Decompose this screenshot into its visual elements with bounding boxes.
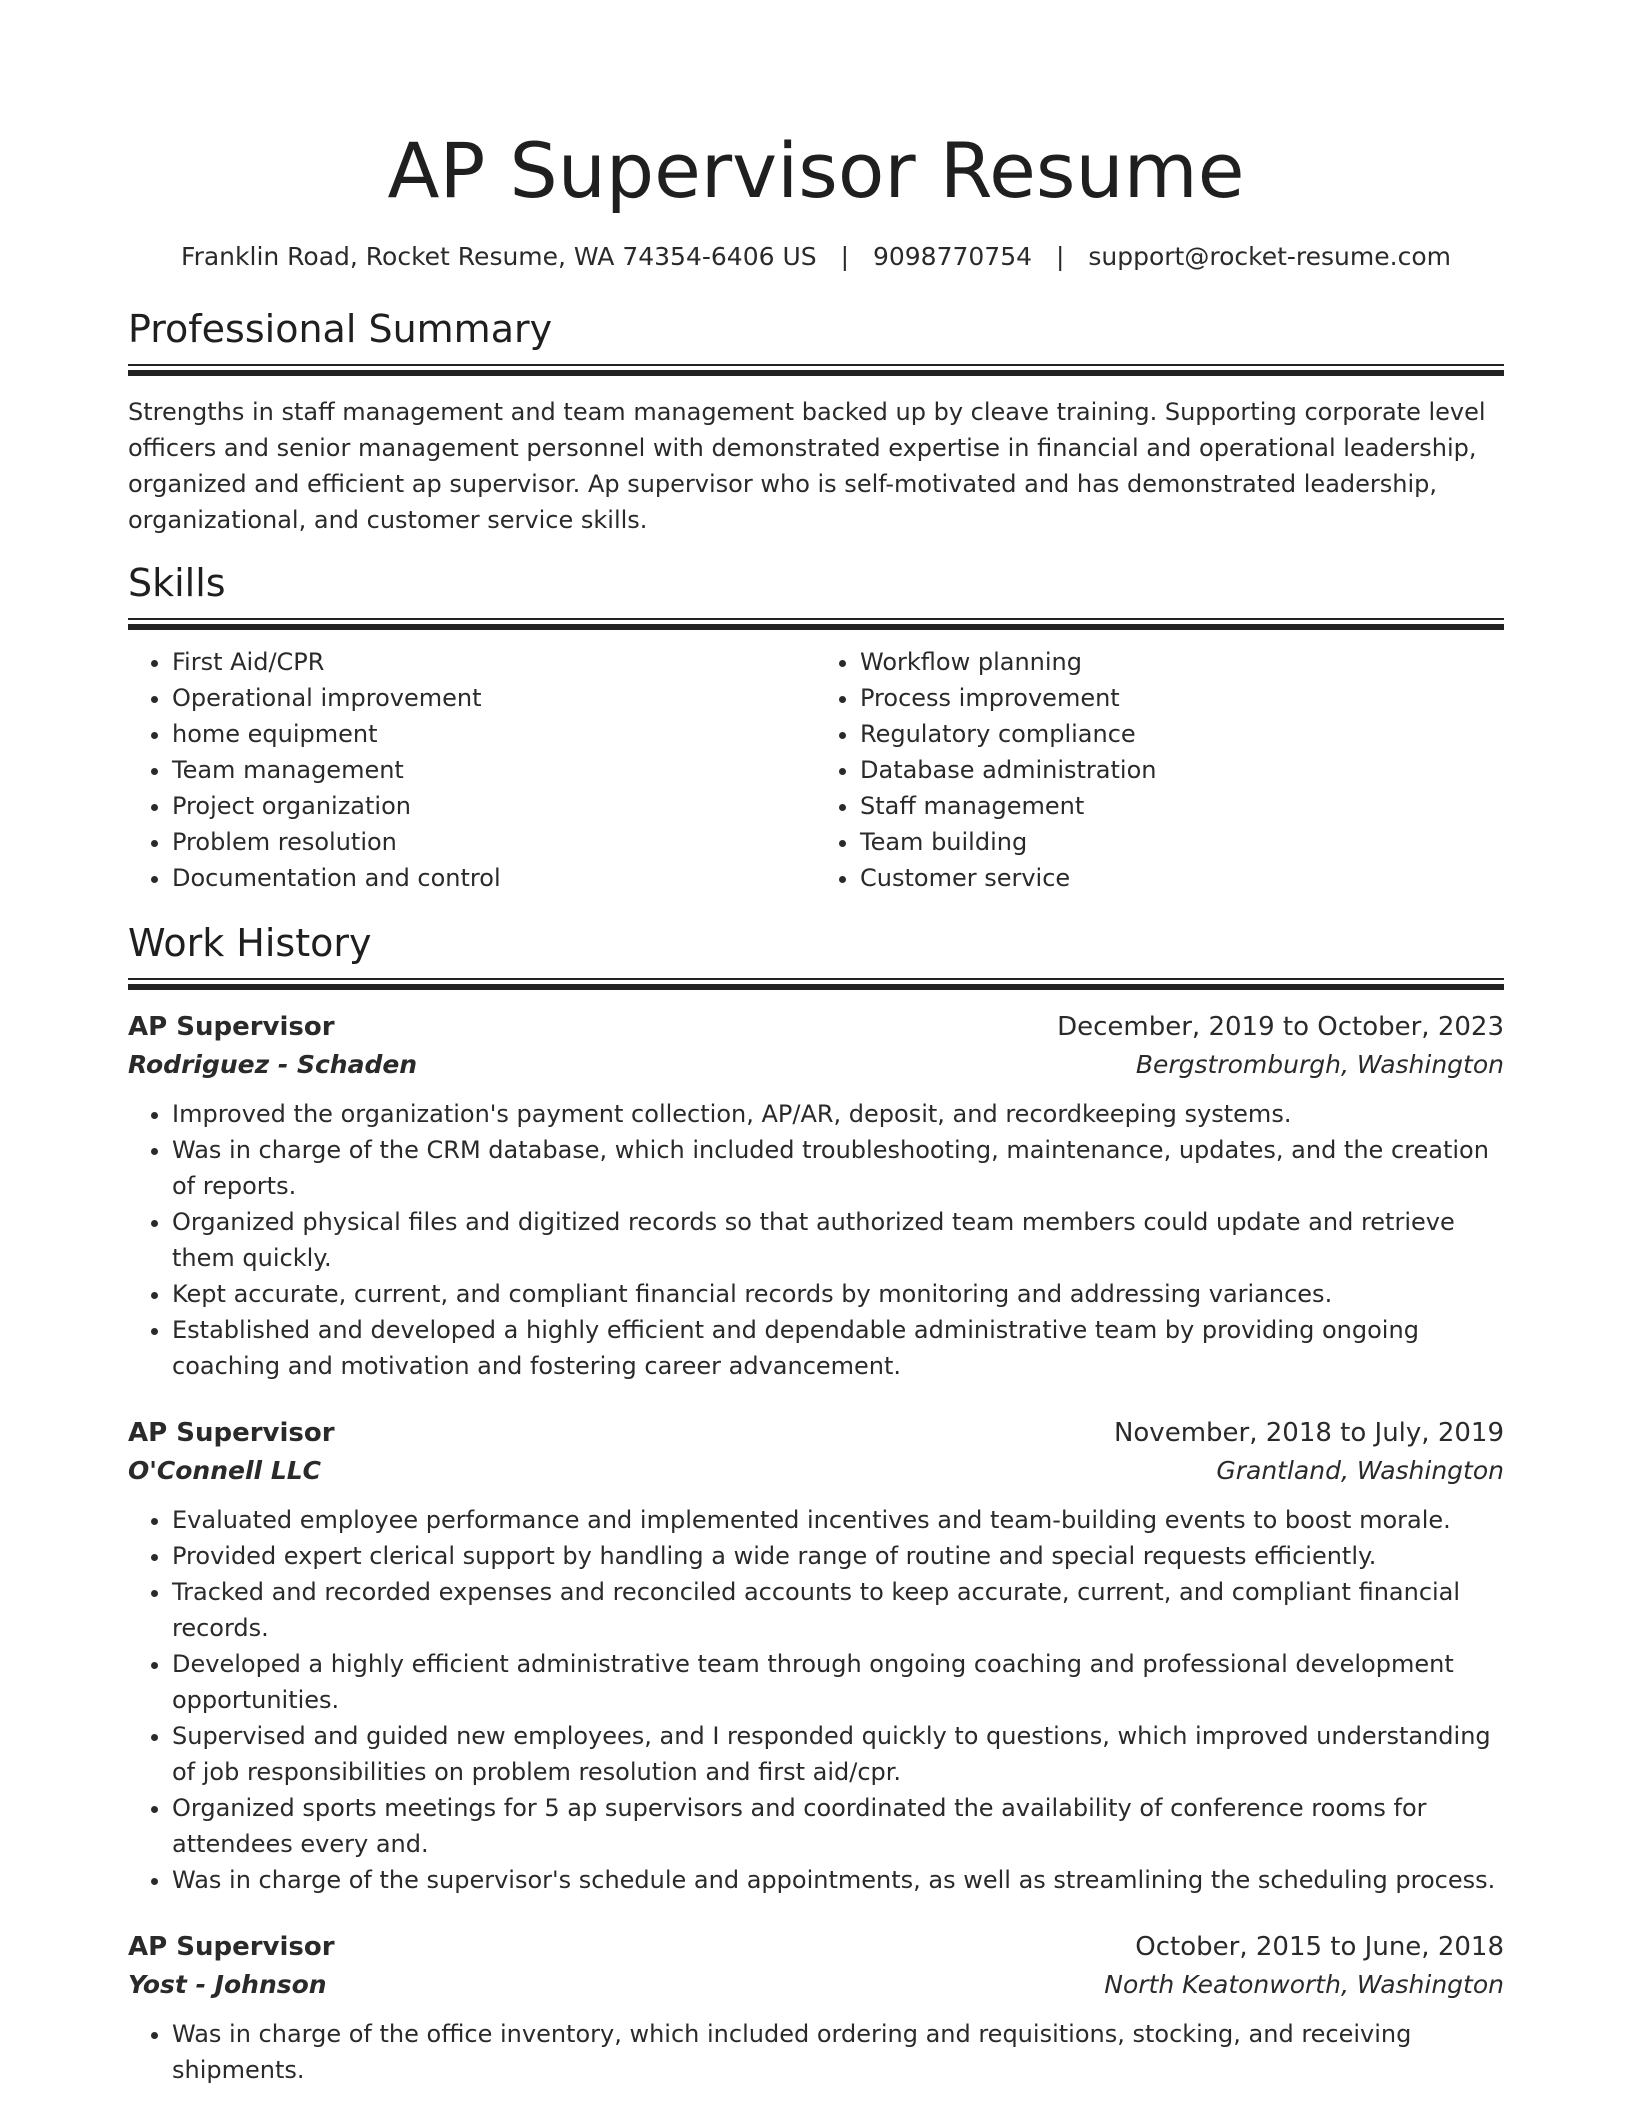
skill-item: • Workflow planning — [860, 644, 1504, 680]
job-title: AP Supervisor — [128, 1932, 335, 1962]
job-bullet: • Provided expert clerical support by handling a wide range of routine and special requests efficiently. — [172, 1538, 1504, 1574]
contact-line — [128, 240, 1504, 274]
skill-item: • home equipment — [172, 716, 816, 752]
job-header-row — [128, 1008, 1504, 1046]
job-company-row — [128, 1452, 1504, 1490]
job-company-row — [128, 1046, 1504, 1084]
job-header-row — [128, 1414, 1504, 1452]
job-bullet: • Developed a highly efficient administrative team through ongoing coaching and professional development opportunities. — [172, 1646, 1504, 1718]
job-location: North Keatonworth, Washington — [1104, 1970, 1504, 1999]
skill-item: • Staff management — [860, 788, 1504, 824]
job-bullet: • Organized physical files and digitized records so that authorized team members could update and retrieve them quickly. — [172, 1204, 1504, 1276]
job-bullet: • Organized sports meetings for 5 ap supervisors and coordinated the availability of conference rooms for attendees every and. — [172, 1790, 1504, 1862]
contact-separator: | — [840, 242, 850, 271]
job-title: AP Supervisor — [128, 1418, 335, 1448]
skill-item: • Project organization — [172, 788, 816, 824]
job-bullet: • Was in charge of the CRM database, which included troubleshooting, maintenance, updates, and the creation of reports. — [172, 1132, 1504, 1204]
job-bullets — [128, 2016, 1504, 2088]
skill-item: • Team building — [860, 824, 1504, 860]
job-location: Grantland, Washington — [1216, 1456, 1504, 1485]
summary-section — [128, 304, 1504, 538]
work-heading: Work History — [128, 921, 372, 965]
section-divider — [128, 978, 1504, 990]
job-title: AP Supervisor — [128, 1012, 335, 1042]
skill-item: • First Aid/CPR — [172, 644, 816, 680]
skills-left-list — [128, 644, 816, 896]
job-company: O'Connell LLC — [128, 1456, 322, 1485]
section-divider — [128, 618, 1504, 630]
skill-item: • Database administration — [860, 752, 1504, 788]
job-dates: October, 2015 to June, 2018 — [1135, 1932, 1504, 1962]
skills-right-list — [816, 644, 1504, 896]
skill-item: • Operational improvement — [172, 680, 816, 716]
skill-item: • Documentation and control — [172, 860, 816, 896]
skill-item: • Problem resolution — [172, 824, 816, 860]
job-company: Rodriguez - Schaden — [128, 1050, 418, 1079]
job-company-row — [128, 1966, 1504, 2004]
job-header-row — [128, 1928, 1504, 1966]
work-section — [128, 918, 1504, 2088]
job-bullet: • Tracked and recorded expenses and reconciled accounts to keep accurate, current, and compliant financial records. — [172, 1574, 1504, 1646]
job-location: Bergstromburgh, Washington — [1135, 1050, 1504, 1079]
section-divider — [128, 364, 1504, 376]
skills-section — [128, 558, 1504, 896]
contact-address: Franklin Road, Rocket Resume, WA 74354-6406 US — [181, 242, 817, 271]
job-company: Yost - Johnson — [128, 1970, 327, 1999]
summary-heading: Professional Summary — [128, 307, 553, 351]
job-entry — [128, 1928, 1504, 2088]
job-bullet: • Established and developed a highly efficient and dependable administrative team by providing ongoing coaching and motivation and fostering career advancement. — [172, 1312, 1504, 1384]
job-bullet: • Evaluated employee performance and implemented incentives and team-building events to boost morale. — [172, 1502, 1504, 1538]
job-bullets — [128, 1502, 1504, 1898]
job-dates: December, 2019 to October, 2023 — [1057, 1012, 1504, 1042]
skill-item: • Regulatory compliance — [860, 716, 1504, 752]
job-entry — [128, 1414, 1504, 1898]
skills-heading: Skills — [128, 561, 226, 605]
contact-separator: | — [1055, 242, 1065, 271]
job-entry — [128, 1008, 1504, 1384]
contact-email: support@rocket-resume.com — [1088, 242, 1451, 271]
contact-phone: 9098770754 — [872, 242, 1033, 271]
skill-item: • Customer service — [860, 860, 1504, 896]
job-bullet: • Was in charge of the office inventory, which included ordering and requisitions, stocking, and receiving shipments. — [172, 2016, 1504, 2088]
job-bullet: • Improved the organization's payment collection, AP/AR, deposit, and recordkeeping systems. — [172, 1096, 1504, 1132]
job-bullets — [128, 1096, 1504, 1384]
job-dates: November, 2018 to July, 2019 — [1113, 1418, 1504, 1448]
job-bullet: • Supervised and guided new employees, and I responded quickly to questions, which improved understanding of job responsibilities on problem resolution and first aid/cpr. — [172, 1718, 1504, 1790]
skill-item: • Process improvement — [860, 680, 1504, 716]
job-bullet: • Kept accurate, current, and compliant financial records by monitoring and addressing variances. — [172, 1276, 1504, 1312]
resume-title: AP Supervisor Resume — [387, 126, 1245, 215]
skills-columns — [128, 644, 1504, 896]
skill-item: • Team management — [172, 752, 816, 788]
job-bullet: • Was in charge of the supervisor's schedule and appointments, as well as streamlining the scheduling process. — [172, 1862, 1504, 1898]
summary-text: Strengths in staff management and team management backed up by cleave training. Supporting corporate level officers and senior management personnel with demonstrated expertise in financial and operational leadership, organized and efficient ap supervisor. Ap supervisor who is self-motivated and has demonstrated leadership, organizational, and customer service skills. — [128, 398, 1486, 534]
